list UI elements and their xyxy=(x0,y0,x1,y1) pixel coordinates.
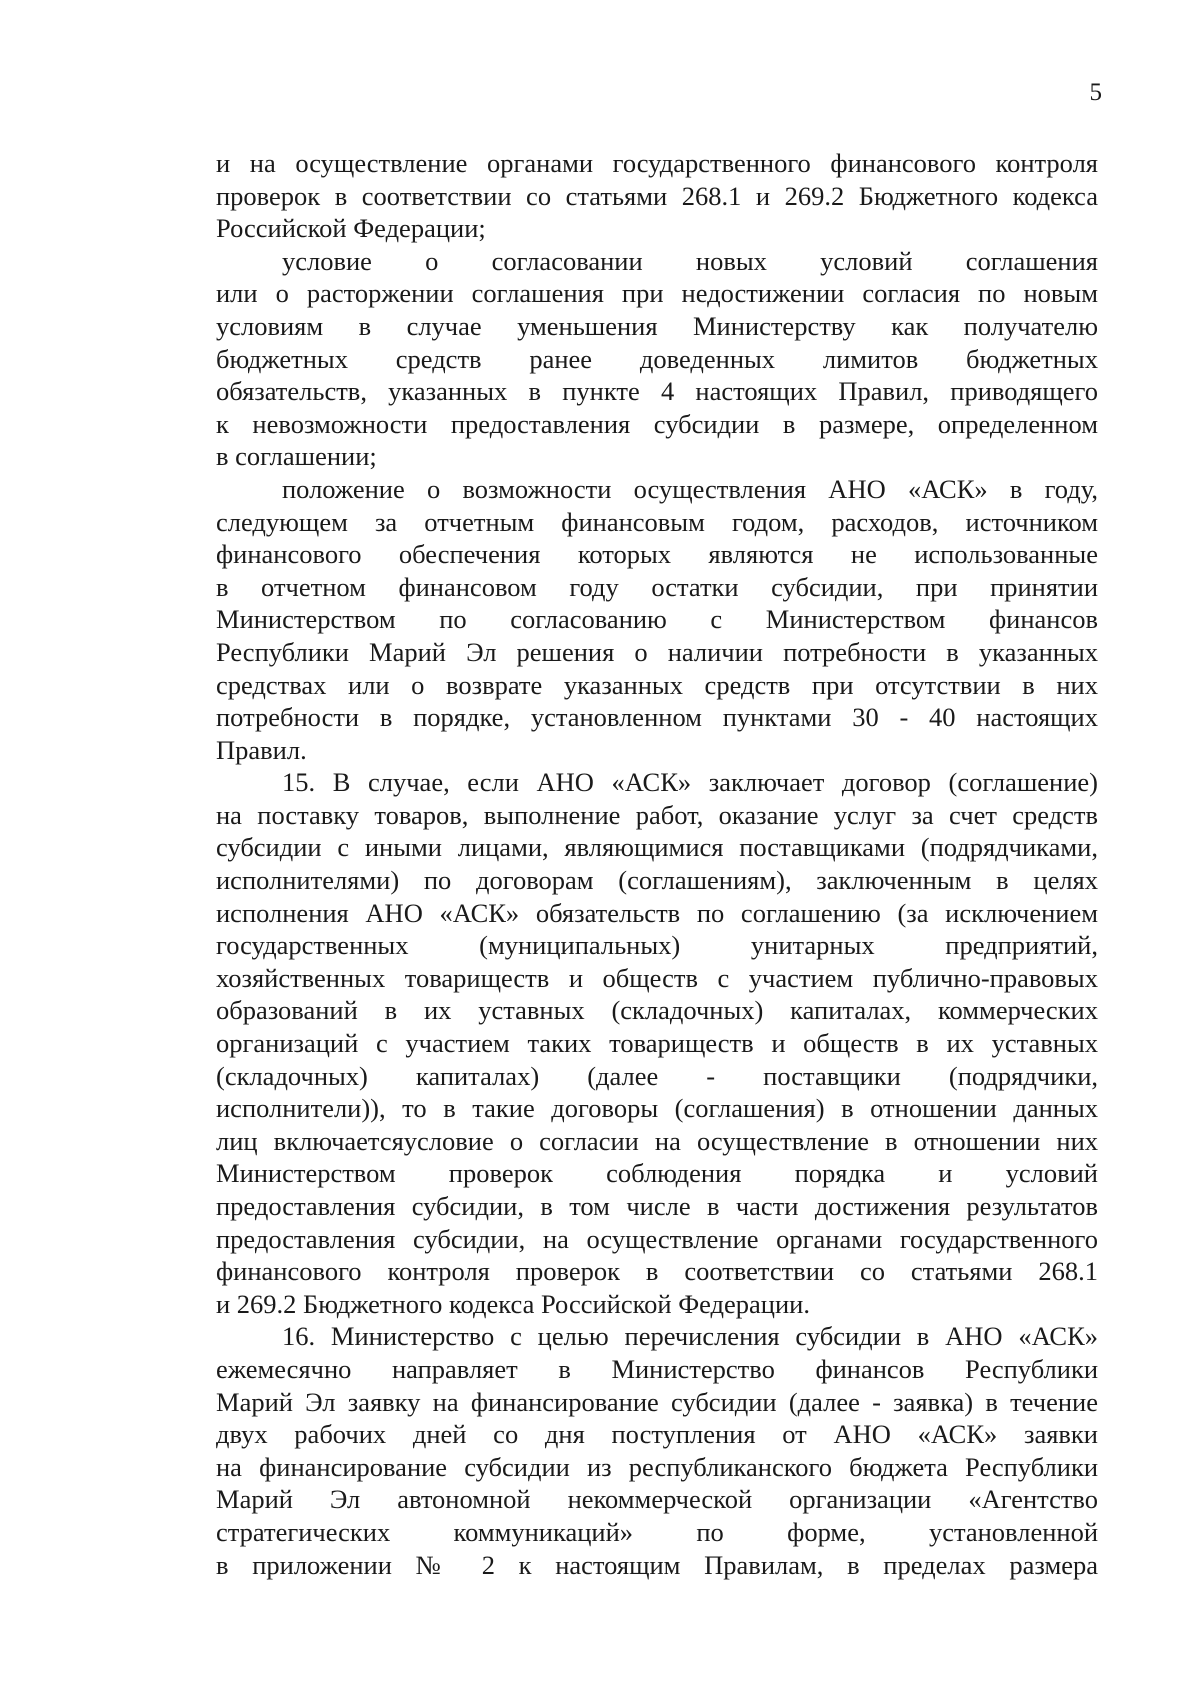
text-line: условиям в случае уменьшения Министерству как получателю xyxy=(216,310,1098,341)
text-line: в отчетном финансовом году остатки субсидии, при принятии xyxy=(216,571,1098,602)
text-line: Марий Эл заявку на финансирование субсидии (далее - заявка) в течение xyxy=(216,1386,1098,1417)
text-line: государственных (муниципальных) унитарных предприятий, xyxy=(216,930,1098,961)
text-line: или о расторжении соглашения при недостижении согласия по новым xyxy=(216,278,1098,309)
text-line: исполнители)), то в такие договоры (соглашения) в отношении данных xyxy=(216,1093,1098,1124)
text-line: Министерством по согласованию с Министерством финансов xyxy=(216,604,1098,635)
text-line: исполнителями) по договорам (соглашениям), заключенным в целях xyxy=(216,865,1098,896)
text-line: Марий Эл автономной некоммерческой организации «Агентство xyxy=(216,1484,1098,1515)
text-line: на финансирование субсидии из республиканского бюджета Республики xyxy=(216,1451,1098,1482)
text-line: хозяйственных товариществ и обществ с участием публично-правовых xyxy=(216,962,1098,993)
text-line: организаций с участием таких товариществ и обществ в их уставных xyxy=(216,1028,1098,1059)
text-line: предоставления субсидии, в том числе в части достижения результатов xyxy=(216,1191,1098,1221)
text-line: и на осуществление органами государственного финансового контроля xyxy=(216,148,1098,178)
text-line: лиц включаетсяусловие о согласии на осуществление в отношении них xyxy=(216,1125,1098,1156)
text-line: на поставку товаров, выполнение работ, оказание услуг за счет средств xyxy=(216,799,1098,830)
text-line: Министерством проверок соблюдения порядка и условий xyxy=(216,1158,1098,1189)
document-body xyxy=(216,147,1098,1581)
text-line: и 269.2 Бюджетного кодекса Российской Федерации. xyxy=(216,1288,810,1319)
text-line: потребности в порядке, установленном пунктами 30 - 40 настоящих xyxy=(216,702,1098,733)
text-line: обязательств, указанных в пункте 4 настоящих Правил, приводящего xyxy=(216,376,1098,407)
text-line: проверок в соответствии со статьями 268.1 и 269.2 Бюджетного кодекса xyxy=(216,180,1098,211)
text-line: в соглашении; xyxy=(216,441,377,472)
text-line: финансового контроля проверок в соответствии со статьями 268.1 xyxy=(216,1256,1098,1287)
text-line: (складочных) капиталах) (далее - поставщики (подрядчики, xyxy=(216,1060,1098,1091)
text-line: Правил. xyxy=(216,734,307,765)
text-line: предоставления субсидии, на осуществление органами государственного xyxy=(216,1223,1098,1254)
text-line: 15. В случае, если АНО «АСК» заключает договор (соглашение) xyxy=(282,767,1098,798)
text-line: Российской Федерации; xyxy=(216,213,486,244)
text-line: бюджетных средств ранее доведенных лимитов бюджетных xyxy=(216,343,1098,374)
text-line: Республики Марий Эл решения о наличии потребности в указанных xyxy=(216,636,1098,667)
text-line: 16. Министерство с целью перечисления субсидии в АНО «АСК» xyxy=(282,1321,1098,1352)
text-line: в приложении № 2 к настоящим Правилам, в пределах размера xyxy=(216,1549,1098,1580)
page-number: 5 xyxy=(1089,79,1102,106)
text-line: к невозможности предоставления субсидии в размере, определенном xyxy=(216,408,1098,439)
text-line: средствах или о возврате указанных средств при отсутствии в них xyxy=(216,669,1098,700)
text-line: двух рабочих дней со дня поступления от АНО «АСК» заявки xyxy=(216,1419,1098,1450)
text-line: стратегических коммуникаций» по форме, установленной xyxy=(216,1516,1098,1547)
text-line: ежемесячно направляет в Министерство финансов Республики xyxy=(216,1353,1098,1384)
text-line: исполнения АНО «АСК» обязательств по соглашению (за исключением xyxy=(216,897,1098,928)
text-line: финансового обеспечения которых являются не использованные xyxy=(216,539,1098,570)
text-line: образований в их уставных (складочных) капиталах, коммерческих xyxy=(216,995,1098,1026)
text-line: субсидии с иными лицами, являющимися поставщиками (подрядчиками, xyxy=(216,832,1098,863)
text-line: условие о согласовании новых условий соглашения xyxy=(282,245,1098,276)
text-line: следующем за отчетным финансовым годом, расходов, источником xyxy=(216,506,1098,537)
text-line: положение о возможности осуществления АНО «АСК» в году, xyxy=(282,473,1098,504)
